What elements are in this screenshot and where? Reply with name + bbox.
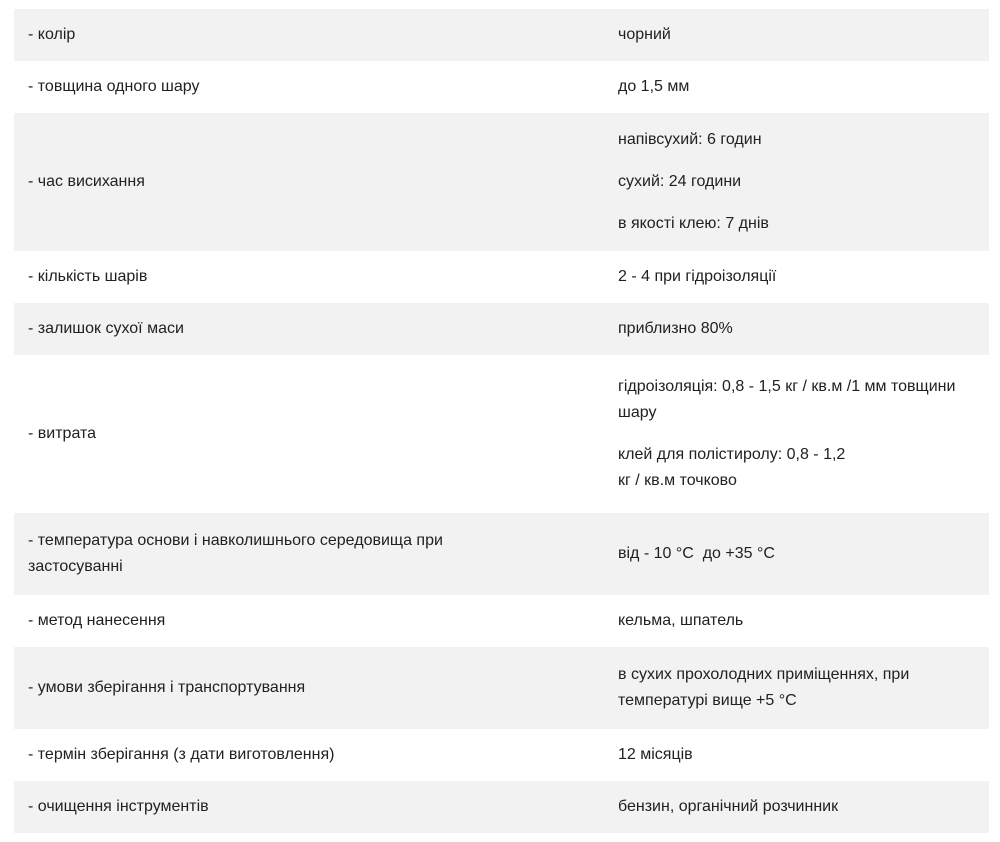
row-value	[604, 595, 989, 647]
row-value	[604, 513, 989, 595]
value-line: 12 місяців	[618, 746, 693, 763]
row-label: - колір	[14, 9, 604, 61]
row-value	[604, 9, 989, 61]
value-line: сухий: 24 години	[618, 173, 742, 190]
row-label: - умови зберігання і транспортування	[14, 647, 604, 729]
table-row	[14, 61, 989, 113]
table-row	[14, 595, 989, 647]
value-line: 2 - 4 при гідроізоляції	[618, 268, 777, 285]
row-label: - очищення інструментів	[14, 781, 604, 833]
row-label: - залишок сухої маси	[14, 303, 604, 355]
row-label: - метод нанесення	[14, 595, 604, 647]
value-line: кельма, шпатель	[618, 612, 744, 629]
row-value	[604, 251, 989, 303]
table-row	[14, 647, 989, 729]
table-row	[14, 355, 989, 513]
value-line: в сухих прохолодних приміщеннях, при температурі вище +5 °C	[618, 666, 910, 709]
value-line: чорний	[618, 26, 671, 43]
row-label: - витрата	[14, 355, 604, 513]
value-line: від - 10 °C до +35 °C	[618, 545, 775, 562]
row-value	[604, 729, 989, 781]
spec-table	[14, 9, 989, 833]
row-value	[604, 113, 989, 251]
value-line: приблизно 80%	[618, 320, 733, 337]
table-row	[14, 9, 989, 61]
table-row	[14, 513, 989, 595]
value-line: бензин, органічний розчинник	[618, 798, 839, 815]
table-row	[14, 303, 989, 355]
value-line: гідроізоляція: 0,8 - 1,5 кг / кв.м /1 мм товщини шару	[618, 378, 956, 421]
row-value	[604, 61, 989, 113]
table-row	[14, 781, 989, 833]
row-label: - температура основи і навколишнього середовища при застосуванні	[14, 513, 604, 595]
row-label: - час висихання	[14, 113, 604, 251]
value-line: клей для полістиролу: 0,8 - 1,2 кг / кв.м точково	[618, 446, 846, 489]
value-line: напівсухий: 6 годин	[618, 131, 762, 148]
row-label: - кількість шарів	[14, 251, 604, 303]
row-value	[604, 647, 989, 729]
row-label: - товщина одного шару	[14, 61, 604, 113]
value-line: в якості клею: 7 днів	[618, 215, 769, 232]
row-label: - термін зберігання (з дати виготовлення)	[14, 729, 604, 781]
table-row	[14, 729, 989, 781]
table-row	[14, 113, 989, 251]
row-value	[604, 781, 989, 833]
table-row	[14, 251, 989, 303]
row-value	[604, 303, 989, 355]
row-value	[604, 355, 989, 513]
value-line: до 1,5 мм	[618, 78, 690, 95]
